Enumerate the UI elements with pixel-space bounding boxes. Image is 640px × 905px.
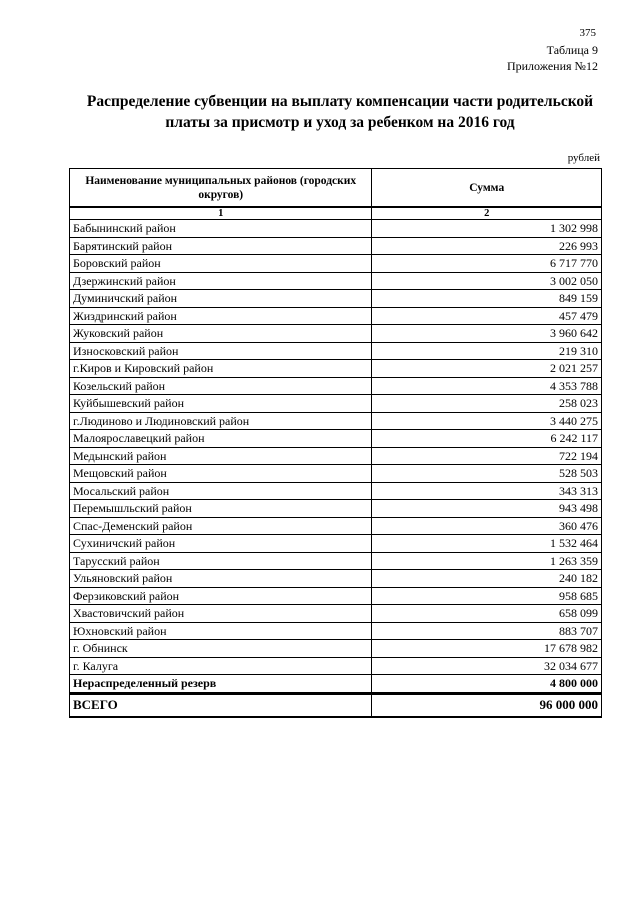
table-row <box>70 307 602 325</box>
table-row <box>70 272 602 290</box>
district-name: г. Обнинск <box>70 640 372 658</box>
district-name: Жиздринский район <box>70 307 372 325</box>
district-name: Барятинский район <box>70 237 372 255</box>
table-row <box>70 482 602 500</box>
district-sum: 226 993 <box>372 237 602 255</box>
total-sum: 96 000 000 <box>372 693 602 717</box>
table-row <box>70 447 602 465</box>
district-sum: 1 263 359 <box>372 552 602 570</box>
table-row <box>70 360 602 378</box>
column-header-name: Наименование муниципальных районов (городских округов) <box>70 169 372 208</box>
table-reference: Таблица 9 <box>546 43 598 57</box>
table-row <box>70 290 602 308</box>
district-name: Мосальский район <box>70 482 372 500</box>
district-name: Юхновский район <box>70 622 372 640</box>
district-sum: 3 002 050 <box>372 272 602 290</box>
table-row <box>70 342 602 360</box>
district-sum: 528 503 <box>372 465 602 483</box>
appendix-reference: Приложения №12 <box>506 59 598 73</box>
table-row <box>70 255 602 273</box>
district-sum: 2 021 257 <box>372 360 602 378</box>
district-name: Бабынинский район <box>70 220 372 238</box>
district-name: Перемышльский район <box>70 500 372 518</box>
reserve-name: Нераспределенный резерв <box>70 675 372 694</box>
table-row <box>70 220 602 238</box>
district-sum: 6 242 117 <box>372 430 602 448</box>
distribution-table <box>69 168 602 718</box>
page-number: 375 <box>579 27 596 39</box>
column-number-2: 2 <box>372 207 602 220</box>
district-name: Малоярославецкий район <box>70 430 372 448</box>
district-name: Ферзиковский район <box>70 587 372 605</box>
table-row <box>70 657 602 675</box>
table-row <box>70 500 602 518</box>
district-name: Мещовский район <box>70 465 372 483</box>
table-row <box>70 535 602 553</box>
district-sum: 219 310 <box>372 342 602 360</box>
column-number-row <box>70 207 602 220</box>
district-name: г. Калуга <box>70 657 372 675</box>
district-sum: 343 313 <box>372 482 602 500</box>
district-sum: 658 099 <box>372 605 602 623</box>
table-row <box>70 517 602 535</box>
district-sum: 457 479 <box>372 307 602 325</box>
district-name: Козельский район <box>70 377 372 395</box>
district-name: Куйбышевский район <box>70 395 372 413</box>
district-sum: 4 353 788 <box>372 377 602 395</box>
table-row <box>70 640 602 658</box>
table-row <box>70 587 602 605</box>
district-sum: 258 023 <box>372 395 602 413</box>
district-name: г.Людиново и Людиновский район <box>70 412 372 430</box>
district-name: Боровский район <box>70 255 372 273</box>
table-row <box>70 570 602 588</box>
district-sum: 32 034 677 <box>372 657 602 675</box>
total-row <box>70 693 602 717</box>
district-name: Ульяновский район <box>70 570 372 588</box>
table-row <box>70 395 602 413</box>
district-name: Тарусский район <box>70 552 372 570</box>
table-row <box>70 430 602 448</box>
district-sum: 6 717 770 <box>372 255 602 273</box>
district-name: Дзержинский район <box>70 272 372 290</box>
district-sum: 958 685 <box>372 587 602 605</box>
district-sum: 883 707 <box>372 622 602 640</box>
district-sum: 722 194 <box>372 447 602 465</box>
district-sum: 3 960 642 <box>372 325 602 343</box>
district-sum: 1 302 998 <box>372 220 602 238</box>
table-header-row <box>70 169 602 208</box>
reserve-sum: 4 800 000 <box>372 675 602 694</box>
table-row <box>70 412 602 430</box>
table-row <box>70 465 602 483</box>
table-row <box>70 325 602 343</box>
district-name: Спас-Деменский район <box>70 517 372 535</box>
district-name: г.Киров и Кировский район <box>70 360 372 378</box>
table-row <box>70 237 602 255</box>
district-sum: 3 440 275 <box>372 412 602 430</box>
district-sum: 360 476 <box>372 517 602 535</box>
district-sum: 943 498 <box>372 500 602 518</box>
reserve-row <box>70 675 602 694</box>
district-name: Износковский район <box>70 342 372 360</box>
district-name: Думиничский район <box>70 290 372 308</box>
column-header-sum: Сумма <box>372 169 602 208</box>
district-sum: 849 159 <box>372 290 602 308</box>
district-name: Хвастовичский район <box>70 605 372 623</box>
units-label: рублей <box>567 152 600 164</box>
table-row <box>70 622 602 640</box>
district-sum: 17 678 982 <box>372 640 602 658</box>
document-title: Распределение субвенции на выплату компенсации части родительской платы за присмотр и уход за ребенком на 2016 год <box>86 93 594 131</box>
district-name: Сухиничский район <box>70 535 372 553</box>
district-name: Жуковский район <box>70 325 372 343</box>
table-row <box>70 605 602 623</box>
table-row <box>70 552 602 570</box>
column-number-1: 1 <box>70 207 372 220</box>
district-name: Медынский район <box>70 447 372 465</box>
total-name: ВСЕГО <box>70 693 372 717</box>
table-row <box>70 377 602 395</box>
district-sum: 1 532 464 <box>372 535 602 553</box>
district-sum: 240 182 <box>372 570 602 588</box>
